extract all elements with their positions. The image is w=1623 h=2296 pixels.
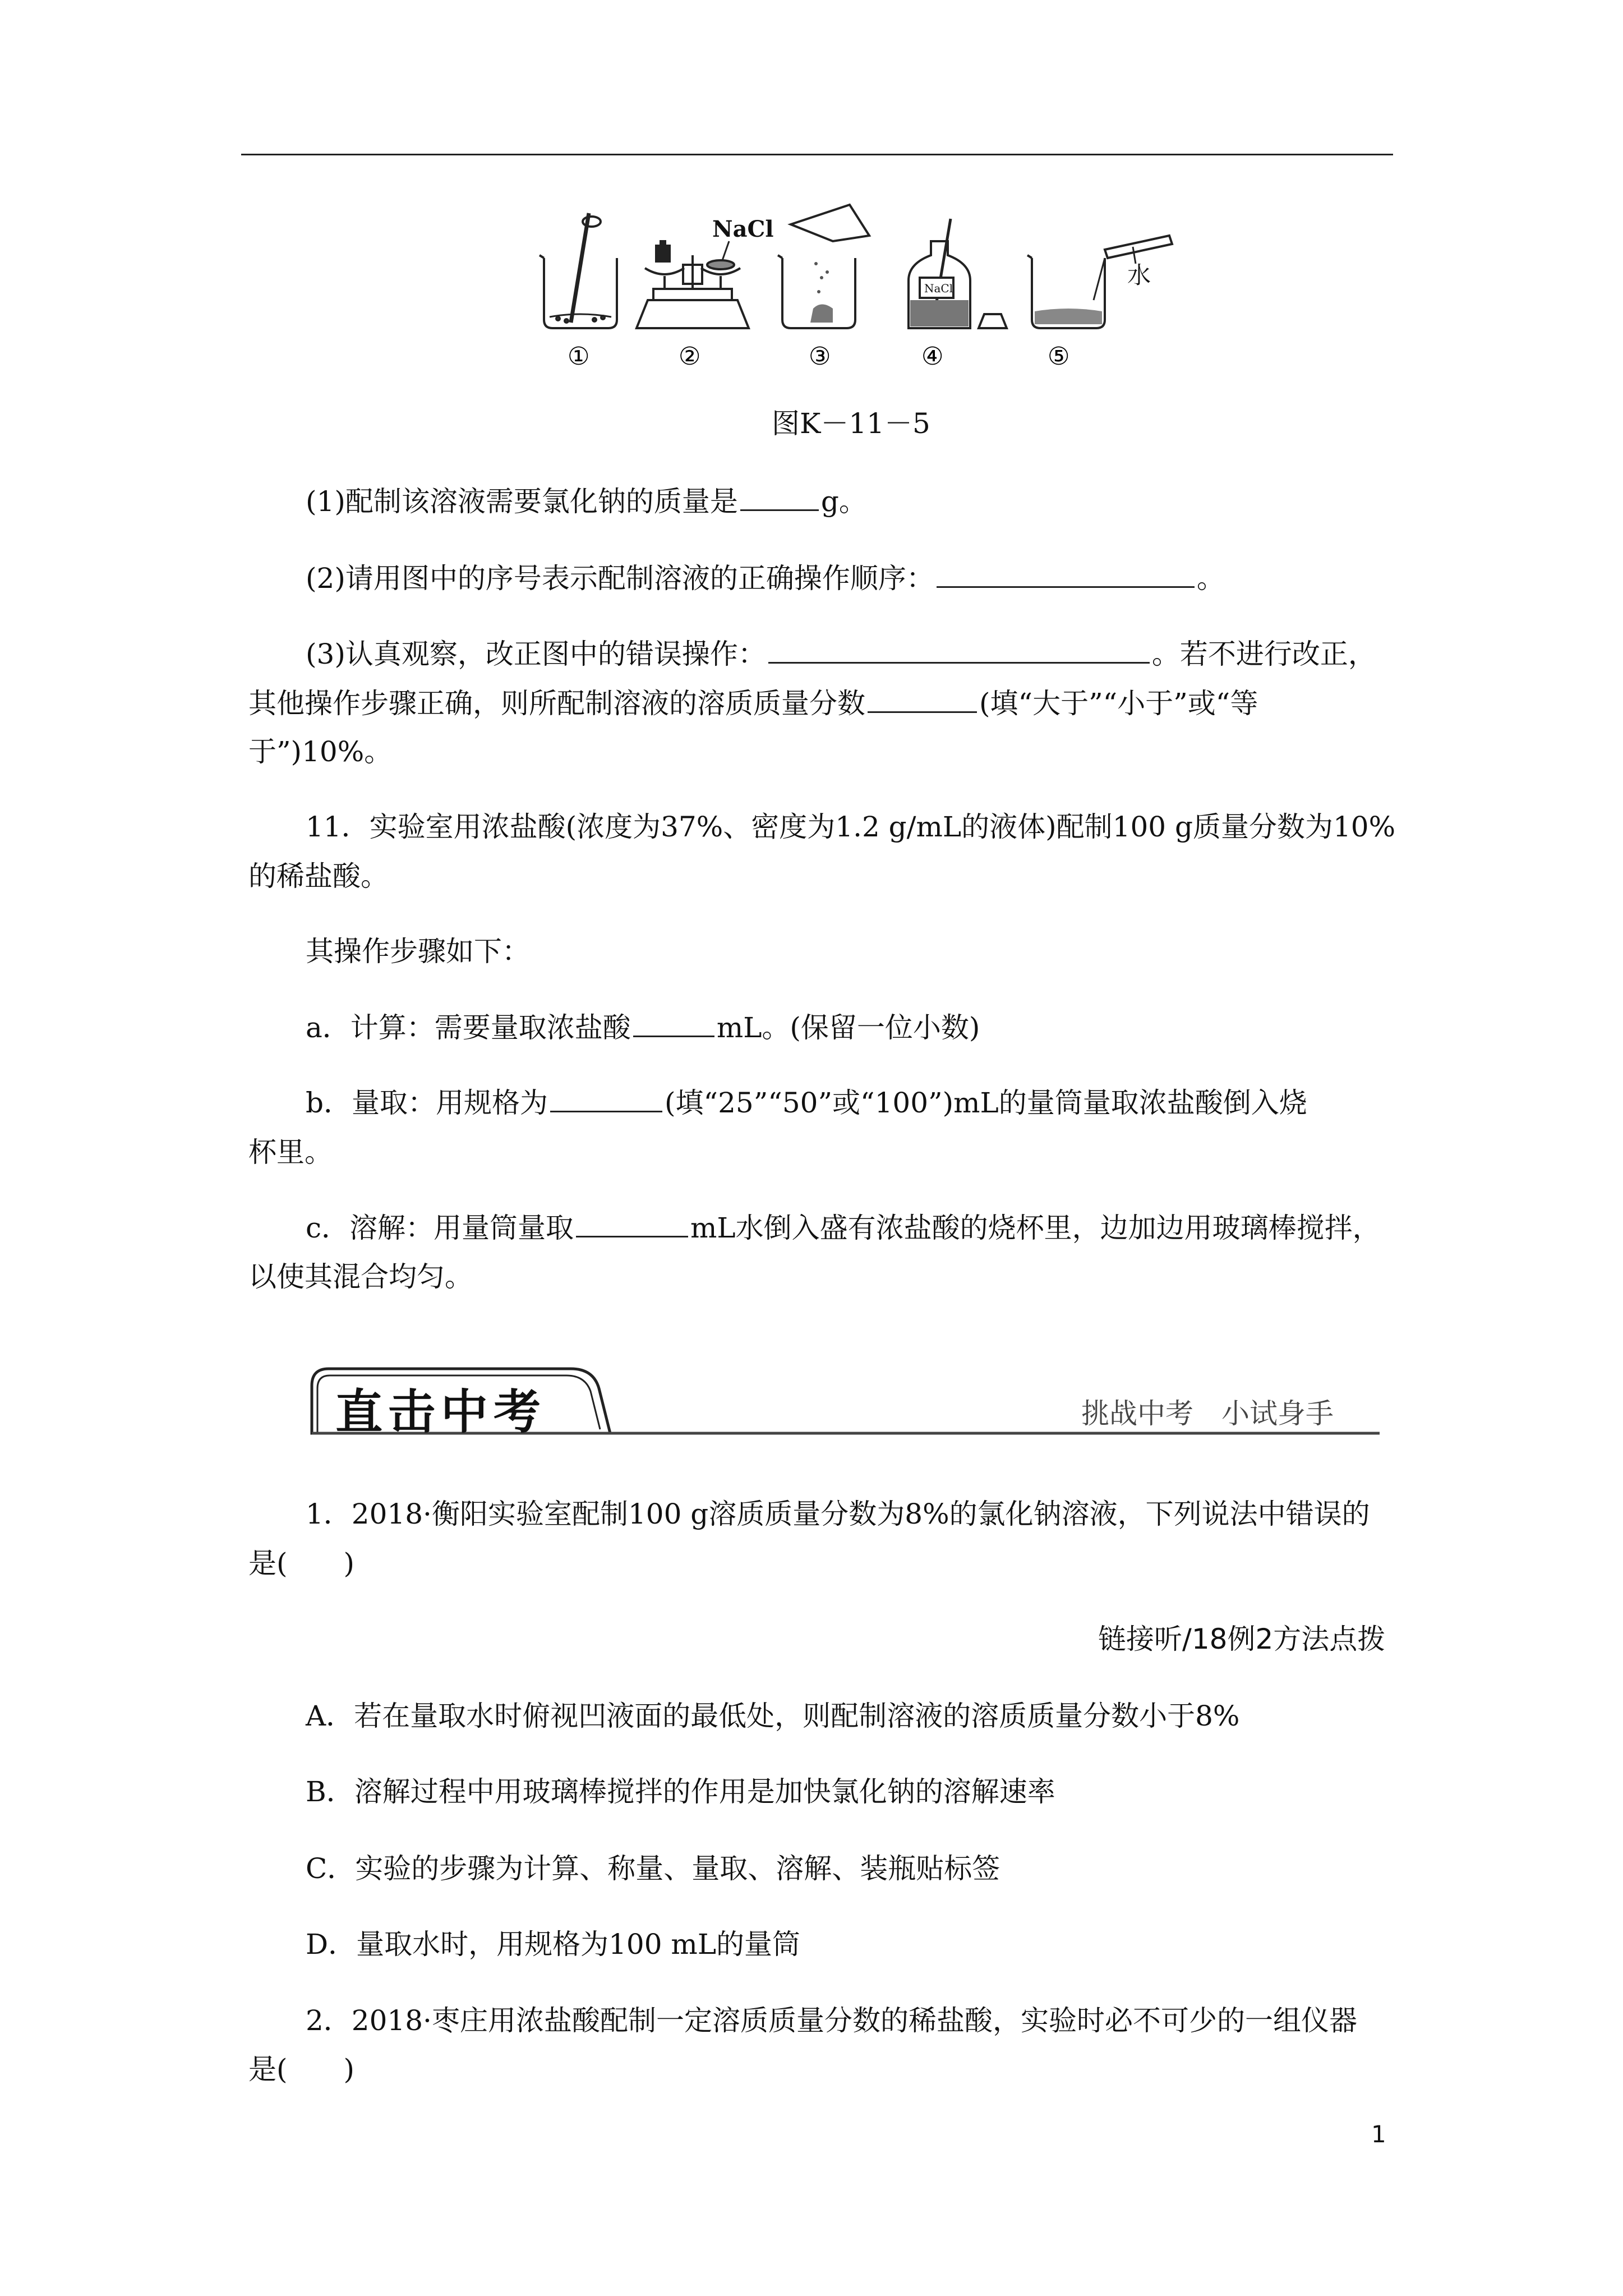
- q11-step-b: [306, 1078, 1307, 1128]
- q11-step-a: [306, 1003, 980, 1052]
- exam-q1-option-d: D．量取水时，用规格为100 mL的量筒: [306, 1928, 801, 1961]
- water-label: 水: [1127, 261, 1151, 289]
- q11-stem-line2: 的稀盐酸。: [248, 860, 389, 892]
- q10-part3-text-b: 。若不进行改正，: [1151, 638, 1376, 670]
- q10-part3-line1: [306, 629, 1376, 679]
- step-label-2: ②: [679, 342, 701, 371]
- q10-part3-line2-text: 其他操作步骤正确，则所配制溶液的溶质质量分数: [248, 687, 865, 720]
- nacl-label: NaCl: [712, 216, 774, 242]
- q11-step-c-text-b: mL水倒入盛有浓盐酸的烧杯里，边加边用玻璃棒搅拌，: [690, 1212, 1381, 1244]
- figure-caption: 图K－11－5: [772, 407, 930, 440]
- beaker-stirring-illustration: [540, 213, 617, 328]
- step-label-3: ③: [809, 342, 831, 371]
- exam-q1-line2: 是( ): [248, 1547, 355, 1580]
- page-number: 1: [1371, 2120, 1386, 2148]
- q10-part1: [306, 477, 867, 526]
- step-label-4: ④: [921, 342, 944, 371]
- exam-q2-line2: 是( ): [248, 2053, 355, 2086]
- beaker-pouring-illustration: [778, 205, 869, 328]
- q10-part1-unit: g。: [820, 485, 867, 518]
- exam-q2-line1: 2．2018·枣庄用浓盐酸配制一定溶质质量分数的稀盐酸，实验时必不可少的一组仪器: [306, 2004, 1357, 2037]
- q11-step-c-line2: 以使其混合均匀。: [248, 1260, 473, 1293]
- answer-blank[interactable]: [550, 1084, 662, 1112]
- step-label-5: ⑤: [1048, 342, 1070, 371]
- q10-part2-end: 。: [1196, 562, 1225, 595]
- section-subtitle: 挑战中考 小试身手: [1081, 1397, 1334, 1430]
- answer-blank[interactable]: [868, 684, 977, 713]
- header-rule: [241, 154, 1393, 155]
- exam-q1-option-b: B．溶解过程中用玻璃棒搅拌的作用是加快氯化钠的溶解速率: [306, 1775, 1055, 1808]
- q11-step-a-text: a．计算：需要量取浓盐酸: [306, 1011, 631, 1044]
- q11-step-c: [306, 1203, 1381, 1253]
- q11-stem-line1: 11．实验室用浓盐酸(浓度为37%、密度为1.2 g/mL的液体)配制100 g质量分数为10%: [306, 811, 1396, 843]
- q10-part1-text: (1)配制该溶液需要氯化钠的质量是: [306, 485, 738, 518]
- exam-q1-option-a: A．若在量取水时俯视凹液面的最低处，则配制溶液的溶质质量分数小于8%: [306, 1700, 1240, 1732]
- answer-blank[interactable]: [937, 559, 1195, 588]
- section-banner: [307, 1363, 1384, 1439]
- q10-part3-line3: 于”)10%。: [248, 735, 393, 768]
- answer-blank[interactable]: [740, 482, 819, 511]
- exam-q1-line1: 1．2018·衡阳实验室配制100 g溶质质量分数为8%的氯化钠溶液，下列说法中错误的: [306, 1498, 1370, 1530]
- experiment-figure: [527, 202, 1189, 381]
- q10-part3-line2-text-b: (填“大于”“小于”或“等: [979, 687, 1258, 720]
- exam-q1-link[interactable]: 链接听/18例2方法点拨: [1098, 1623, 1386, 1655]
- answer-blank[interactable]: [633, 1009, 714, 1037]
- section-title: 直击中考: [335, 1384, 547, 1439]
- q11-step-b-text: b．量取：用规格为: [306, 1087, 548, 1119]
- reagent-bottle-illustration: [909, 219, 1007, 328]
- q11-step-b-text-b: (填“25”“50”或“100”)mL的量筒量取浓盐酸倒入烧: [665, 1087, 1307, 1119]
- bottle-label: NaCl: [924, 282, 953, 295]
- q10-part2-text: (2)请用图中的序号表示配制溶液的正确操作顺序：: [306, 562, 934, 595]
- q10-part3-text: (3)认真观察，改正图中的错误操作：: [306, 638, 766, 670]
- q11-step-a-text-b: mL。(保留一位小数): [716, 1011, 980, 1044]
- q10-part3-line2: [248, 679, 1258, 728]
- q11-step-c-text: c．溶解：用量筒量取: [306, 1212, 574, 1244]
- answer-blank[interactable]: [576, 1209, 688, 1237]
- q10-part2: [306, 554, 1225, 603]
- q11-steps-intro: 其操作步骤如下：: [306, 935, 530, 968]
- answer-blank[interactable]: [768, 635, 1150, 664]
- step-label-1: ①: [568, 342, 590, 371]
- balance-illustration: [637, 241, 749, 328]
- exam-q1-option-c: C．实验的步骤为计算、称量、量取、溶解、装瓶贴标签: [306, 1852, 1000, 1885]
- q11-step-b-line2: 杯里。: [248, 1136, 333, 1168]
